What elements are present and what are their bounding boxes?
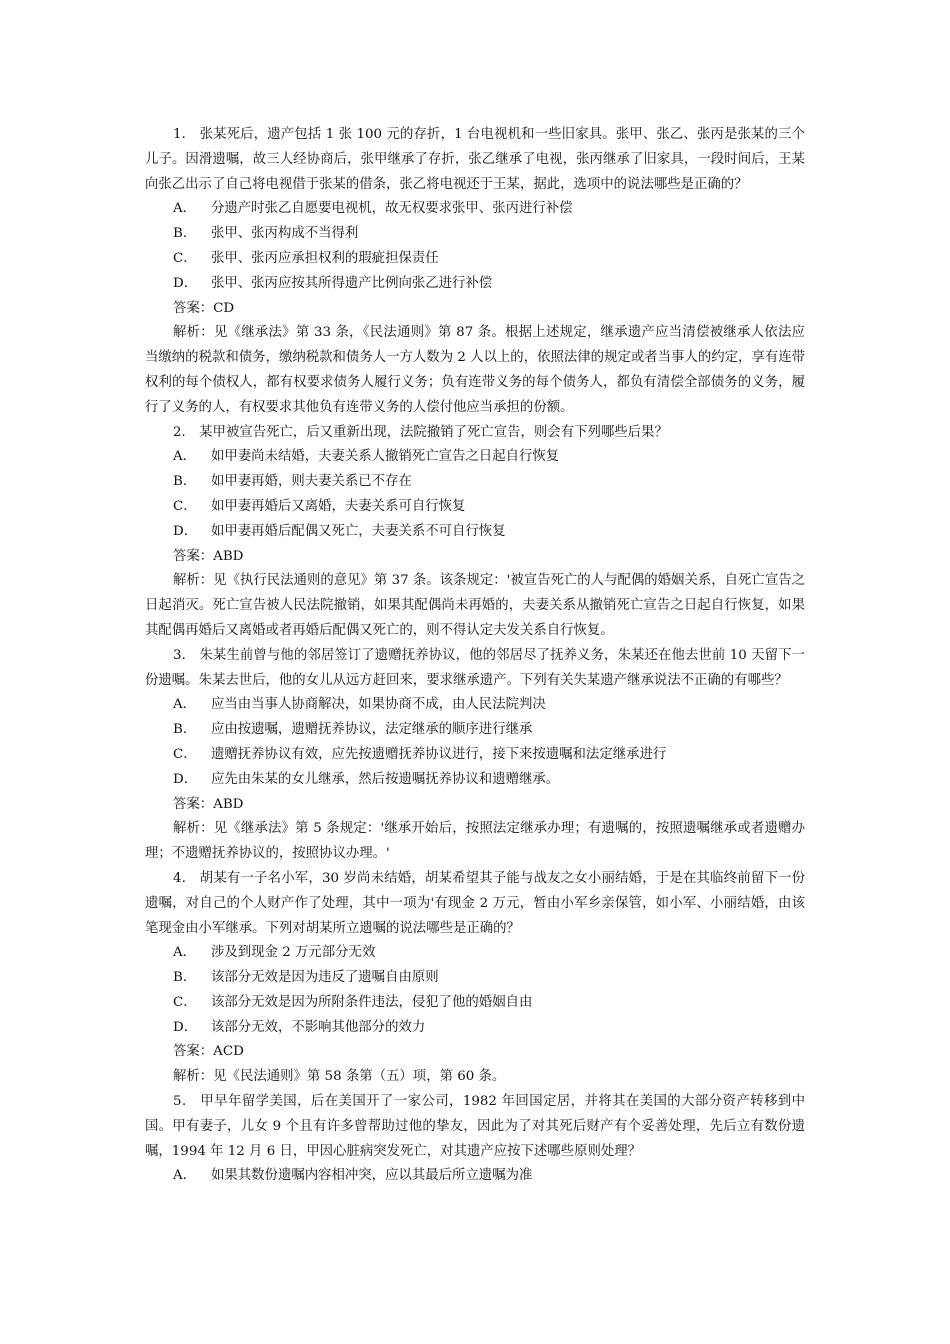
question-3-stem: 3． 朱某生前曾与他的邻居签订了遗赠抚养协议，他的邻居尽了抚养义务，朱某还在他去世前 10 天留下一份遗嘱。朱某去世后，他的女儿从远方赶回来，要求继承遗产。下列有关失某遗产继承说法不正确的有哪些？ bbox=[145, 647, 805, 688]
document-body bbox=[145, 123, 805, 1189]
question-2-option-b: B． 如甲妻再婚，则夫妻关系已不存在 bbox=[173, 474, 412, 490]
question-1-option-c: C． 张甲、张丙应承担权利的瑕疵担保责任 bbox=[173, 250, 439, 266]
question-4-option-c: C． 该部分无效是因为所附条件违法，侵犯了他的婚姻自由 bbox=[173, 994, 533, 1010]
question-3-option-a: A． 应当由当事人协商解决，如果协商不成，由人民法院判决 bbox=[173, 697, 546, 713]
question-4-option-d: D． 该部分无效，不影响其他部分的效力 bbox=[173, 1019, 426, 1035]
question-4-stem: 4． 胡某有一子名小军，30 岁尚未结婚，胡某希望其子能与战友之女小丽结婚，于是在其临终前留下一份遗嘱，对自己的个人财产作了处理，其中一项为'有现金 2 万元，暂由小军乡亲保管，如小军、小丽结婚，由该笔现金由小军继承。下列对胡某所立遗嘱的说法哪些是正确的？ bbox=[145, 870, 805, 936]
question-3-answer: 答案：ABD bbox=[173, 796, 244, 812]
question-1-option-b: B． 张甲、张丙构成不当得利 bbox=[173, 226, 359, 242]
question-2-stem: 2． 某甲被宣告死亡，后又重新出现，法院撤销了死亡宣告，则会有下列哪些后果？ bbox=[173, 424, 668, 440]
question-1-option-a: A． 分遗产时张乙自愿要电视机，故无权要求张甲、张丙进行补偿 bbox=[173, 201, 573, 217]
question-4-option-a: A． 涉及到现金 2 万元部分无效 bbox=[173, 945, 376, 961]
question-5-stem: 5． 甲早年留学美国，后在美国开了一家公司，1982 年回国定居，并将其在美国的大部分资产转移到中国。甲有妻子，儿女 9 个且有许多曾帮助过他的挚友，因此为了对其死后财产有个妥善处理，先后立有数份遗嘱，1994 年 12 月 6 日，甲因心脏病突发死亡，对其遗产应按下述哪些原则处理？ bbox=[145, 1094, 805, 1159]
question-4-option-b: B． 该部分无效是因为违反了遗嘱自由原则 bbox=[173, 970, 439, 986]
question-4-answer: 答案：ACD bbox=[173, 1044, 244, 1060]
question-4-analysis: 解析：见《民法通则》第 58 条第（五）项，第 60 条。 bbox=[173, 1069, 506, 1085]
question-3-option-d: D． 应先由朱某的女儿继承，然后按遗嘱抚养协议和遗赠继承。 bbox=[173, 771, 560, 787]
question-2-option-a: A． 如甲妻尚未结婚，夫妻关系人撤销死亡宣告之日起自行恢复 bbox=[173, 449, 560, 465]
question-3-analysis: 解析：见《继承法》第 5 条规定：'继承开始后，按照法定继承办理；有遗嘱的，按照遗嘱继承或者遗赠办理；不遗赠抚养协议的，按照协议办理。' bbox=[145, 821, 805, 862]
question-3-option-c: C． 遗赠抚养协议有效，应先按遗赠抚养协议进行，接下来按遗嘱和法定继承进行 bbox=[173, 746, 667, 762]
question-1-stem: 1． 张某死后，遗产包括 1 张 100 元的存折，1 台电视机和一些旧家具。张甲、张乙、张丙是张某的三个儿子。因滑遗嘱，故三人经协商后，张甲继承了存折，张乙继承了电视，张丙继承了旧家具，一段时间后，王某向张乙出示了自己将电视借于张某的借条，张乙将电视还于王某，据此，选项中的说法哪些是正确的？ bbox=[145, 127, 805, 192]
question-2-option-d: D． 如甲妻再婚后配偶又死亡，夫妻关系不可自行恢复 bbox=[173, 523, 506, 539]
question-5-option-a: A． 如果其数份遗嘱内容相冲突，应以其最后所立遗嘱为准 bbox=[173, 1168, 533, 1184]
question-1-option-d: D． 张甲、张丙应按其所得遗产比例向张乙进行补偿 bbox=[173, 275, 493, 291]
question-3-option-b: B． 应由按遗嘱，遗赠抚养协议，法定继承的顺序进行继承 bbox=[173, 722, 533, 738]
question-2-analysis: 解析：见《执行民法通则的意见》第 37 条。该条规定：'被宣告死亡的人与配偶的婚姻关系，自死亡宣告之日起消灭。死亡宣告被人民法院撤销，如果其配偶尚未再婚的，夫妻关系从撤销死亡宣告之日起自行恢复，如果其配偶再婚后又离婚或者再婚后配偶又死亡的，则不得认定夫发关系自行恢复。 bbox=[145, 573, 805, 638]
question-1-answer: 答案：CD bbox=[173, 300, 235, 316]
question-2-option-c: C． 如甲妻再婚后又离婚，夫妻关系可自行恢复 bbox=[173, 498, 466, 514]
question-2-answer: 答案：ABD bbox=[173, 548, 244, 564]
question-1-analysis: 解析：见《继承法》第 33 条，《民法通则》第 87 条。根据上述规定，继承遗产应当清偿被继承人依法应当缴纳的税款和债务，缴纳税款和债务人一方人数为 2 人以上的，依照法律的规定或者当事人的约定，享有连带权利的每个债权人，都有权要求债务人履行义务；负有连带义务的每个债务人，都负有清偿全部债务的义务，履行了义务的人，有权要求其他负有连带义务的人偿付他应当承担的份额。 bbox=[145, 325, 805, 415]
